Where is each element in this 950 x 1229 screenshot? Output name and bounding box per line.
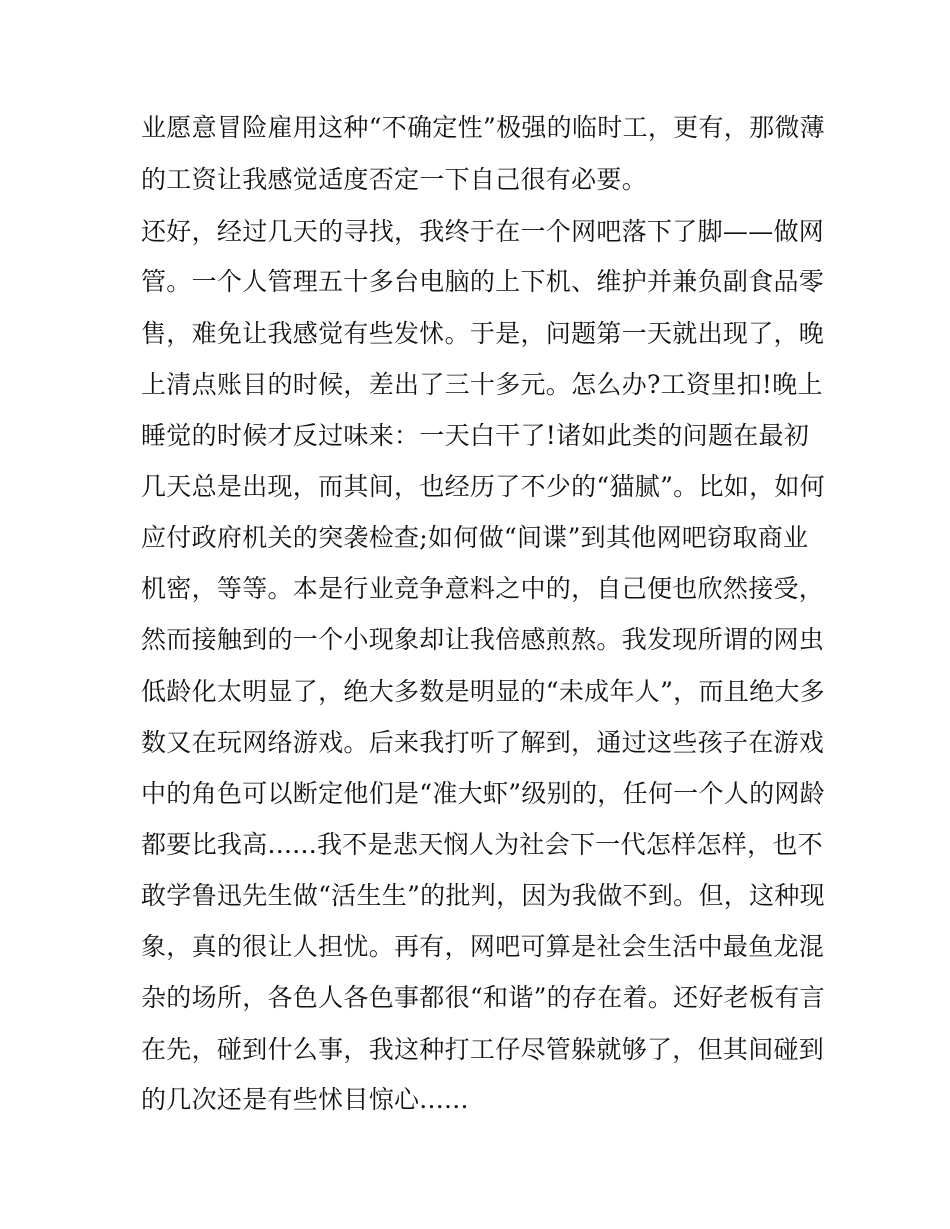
text-line: 数又在玩网络游戏。后来我打听了解到，通过这些孩子在游戏 bbox=[141, 728, 825, 757]
text-line: 应付政府机关的突袭检查;如何做“间谍”到其他网吧窃取商业 bbox=[141, 523, 809, 552]
text-line: 杂的场所，各色人各色事都很“和谐”的存在着。还好老板有言 bbox=[141, 983, 825, 1012]
text-line: 睡觉的时候才反过味来：一天白干了!诸如此类的问题在最初 bbox=[141, 421, 810, 450]
text-line: 敢学鲁迅先生做“活生生”的批判，因为我做不到。但，这种现 bbox=[141, 881, 825, 910]
text-line: 都要比我高......我不是悲天悯人为社会下一代怎样怎样，也不 bbox=[141, 830, 823, 859]
text-line: 的工资让我感觉适度否定一下自己很有必要。 bbox=[141, 165, 648, 194]
text-line: 然而接触到的一个小现象却让我倍感煎熬。我发现所谓的网虫 bbox=[141, 625, 825, 654]
text-line: 上清点账目的时候，差出了三十多元。怎么办?工资里扣!晚上 bbox=[141, 370, 823, 399]
text-line: 机密，等等。本是行业竞争意料之中的，自己便也欣然接受， bbox=[141, 574, 825, 603]
text-line: 低龄化太明显了，绝大多数是明显的“未成年人”，而且绝大多 bbox=[141, 677, 825, 706]
text-line: 在先，碰到什么事，我这种打工仔尽管躲就够了，但其间碰到 bbox=[141, 1035, 825, 1064]
text-line: 还好，经过几天的寻找，我终于在一个网吧落下了脚——做网 bbox=[141, 217, 825, 246]
text-line: 中的角色可以断定他们是“准大虾”级别的，任何一个人的网龄 bbox=[141, 779, 825, 808]
text-line: 管。一个人管理五十多台电脑的上下机、维护并兼负副食品零 bbox=[141, 267, 825, 296]
text-line: 业愿意冒险雇用这种“不确定性”极强的临时工，更有，那微薄 bbox=[141, 113, 825, 142]
text-line: 几天总是出现，而其间，也经历了不少的“猫腻”。比如，如何 bbox=[141, 472, 825, 501]
text-line: 售，难免让我感觉有些发怵。于是，问题第一天就出现了，晚 bbox=[141, 319, 825, 348]
text-line: 的几次还是有些怵目惊心...... bbox=[141, 1085, 469, 1114]
text-line: 象，真的很让人担忧。再有，网吧可算是社会生活中最鱼龙混 bbox=[141, 932, 825, 961]
